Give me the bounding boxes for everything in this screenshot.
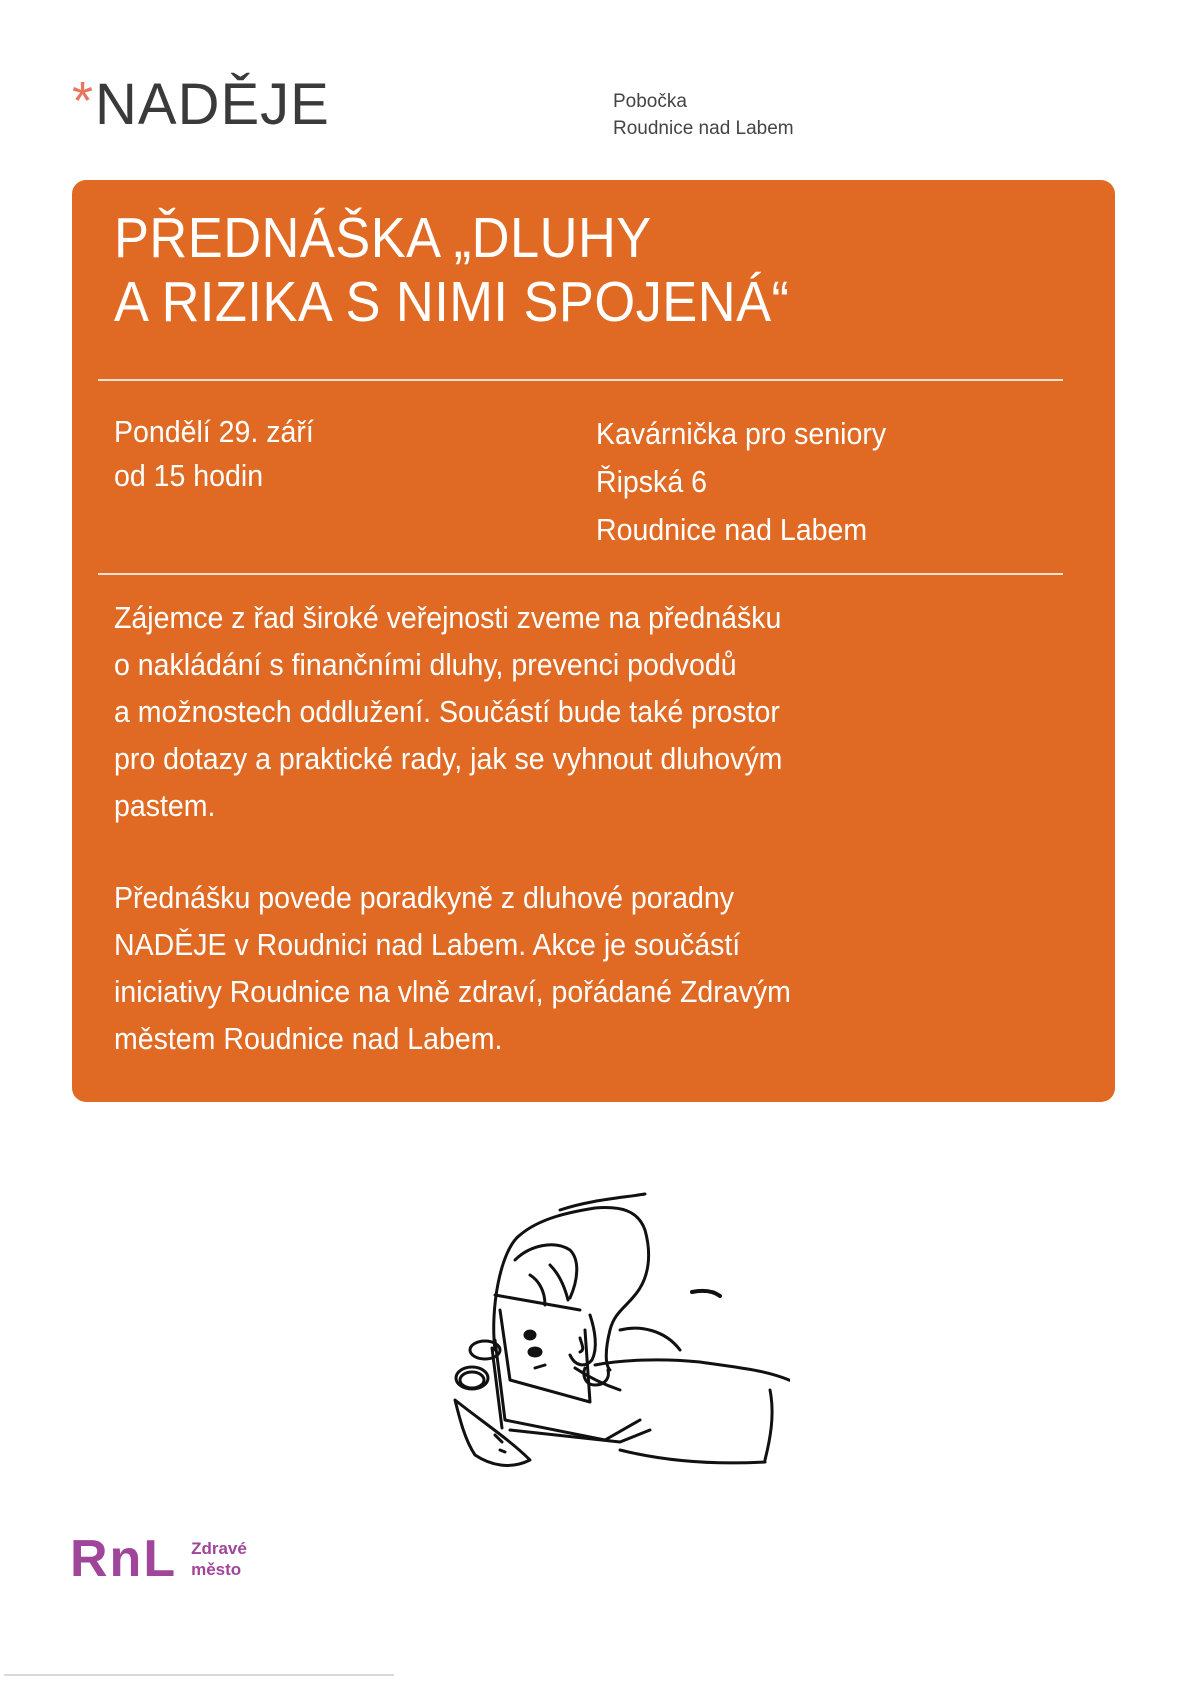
paragraph-line: iniciativy Roudnice na vlně zdraví, pořádané Zdravým [114,974,791,1009]
nadeje-logo [72,71,330,137]
title-line: A RIZIKA S NIMI SPOJENÁ“ [114,270,790,334]
branch-info [613,88,794,142]
paragraph-line: a možnostech oddlužení. Součástí bude také prostor [114,694,780,729]
event-location [596,410,886,554]
venue-name: Kavárnička pro seniory [596,416,887,451]
asterisk-icon: * [72,71,94,131]
branch-city: Roudnice nad Labem [613,118,794,139]
paragraph-line: pro dotazy a praktické rady, jak se vyhnout dluhovým [114,741,783,776]
zdrave-mesto-logo [70,1530,247,1588]
event-date-time [114,410,314,498]
divider [98,573,1063,575]
event-panel [72,180,1115,1102]
paragraph-line: o nakládání s finančními dluhy, prevenci podvodů [114,647,737,682]
event-date: Pondělí 29. září [114,414,314,449]
hands-counting-money-icon [420,1180,790,1480]
logo-subtitle-line: město [191,1560,242,1579]
venue-city: Roudnice nad Labem [596,512,868,547]
description-paragraph [114,594,782,829]
page-edge-line [4,1674,394,1676]
paragraph-line: městem Roudnice nad Labem. [114,1021,503,1056]
venue-street: Řipská 6 [596,464,707,499]
event-time: od 15 hodin [114,458,264,493]
logo-text: NADĚJE [95,72,330,137]
logo-subtitle-line: Zdravé [191,1539,247,1558]
paragraph-line: NADĚJE v Roudnici nad Labem. Akce je součástí [114,927,741,962]
logo-subtitle [191,1538,247,1580]
organizer-paragraph [114,874,791,1062]
title-line: PŘEDNÁŠKA „DLUHY [114,206,652,270]
branch-label: Pobočka [613,91,687,112]
paragraph-line: Zájemce z řad široké veřejnosti zveme na přednášku [114,600,782,635]
divider [98,379,1063,381]
rnl-logo-text: RnL [70,1530,178,1588]
paragraph-line: pastem. [114,788,216,823]
event-title [114,206,789,334]
paragraph-line: Přednášku povede poradkyně z dluhové poradny [114,880,734,915]
